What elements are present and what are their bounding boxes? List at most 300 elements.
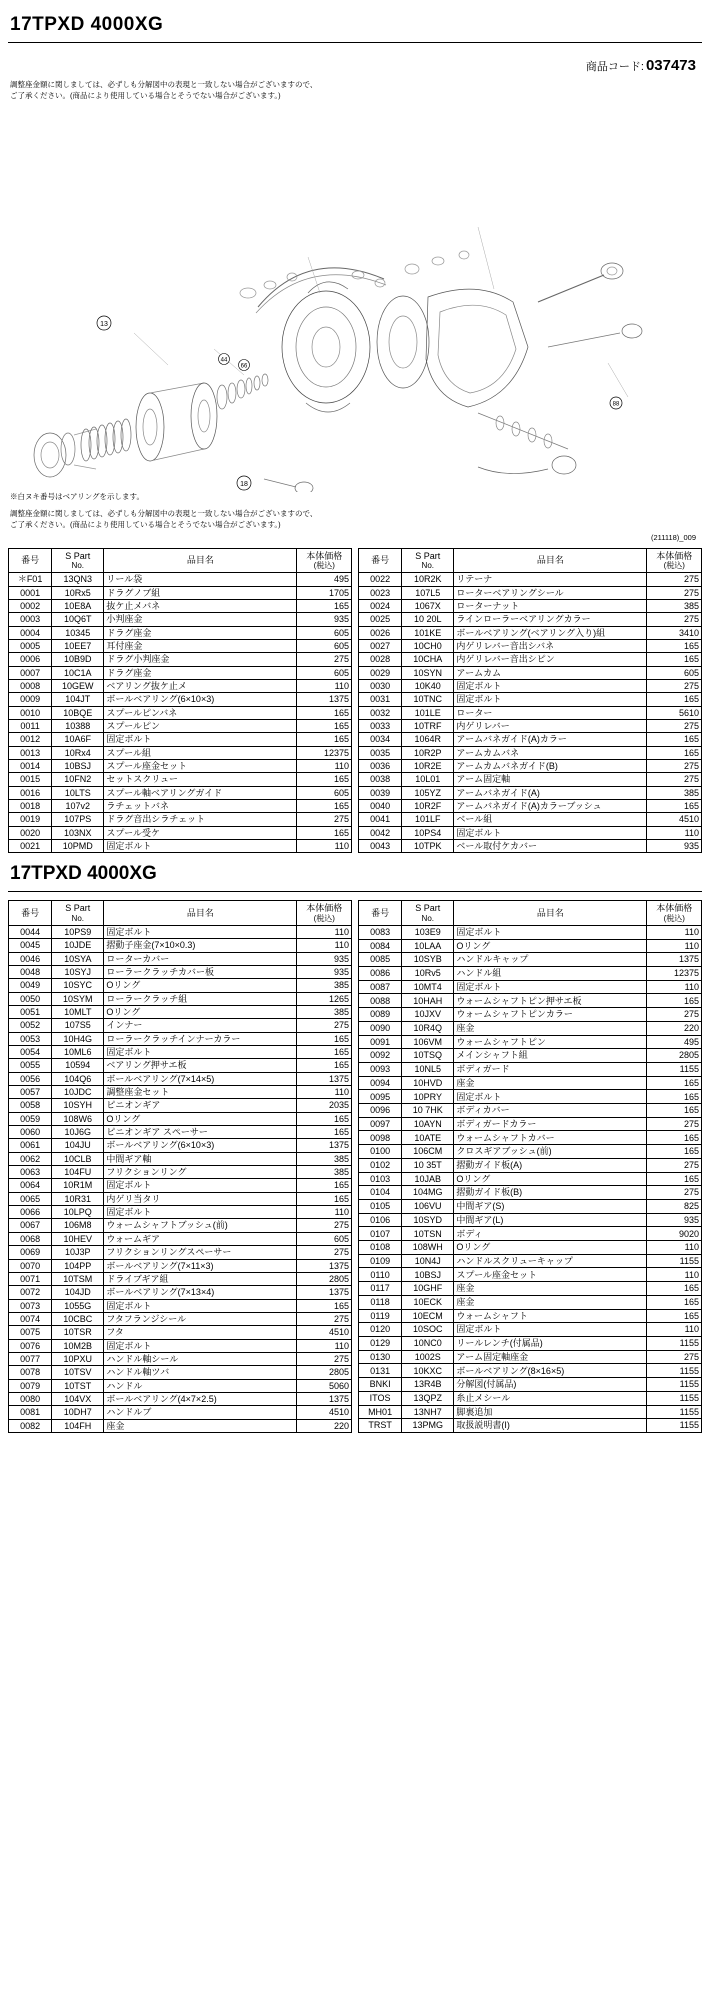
cell-name: ドラグ座金 xyxy=(104,626,297,639)
cell-no: 0003 xyxy=(9,613,52,626)
cell-name: ローター xyxy=(454,706,647,719)
table-row xyxy=(9,1046,352,1059)
header-part xyxy=(402,901,454,926)
table-row xyxy=(359,840,702,853)
cell-name: ベール取付ケカバー xyxy=(454,840,647,853)
cell-price: 385 xyxy=(647,599,702,612)
cell-no: 0129 xyxy=(359,1337,402,1351)
cell-name: ベール組 xyxy=(454,813,647,826)
cell-no: 0118 xyxy=(359,1295,402,1309)
cell-no: 0027 xyxy=(359,639,402,652)
cell-no: 0067 xyxy=(9,1219,52,1232)
cell-no: 0100 xyxy=(359,1145,402,1159)
cell-no: 0014 xyxy=(9,759,52,772)
cell-price: 275 xyxy=(297,1352,352,1365)
cell-price: 110 xyxy=(297,925,352,938)
cell-name: リール袋 xyxy=(104,573,297,586)
cell-no: 0006 xyxy=(9,653,52,666)
table-row xyxy=(359,679,702,692)
cell-no: TRST xyxy=(359,1419,402,1433)
cell-part-no: 13PMG xyxy=(402,1419,454,1433)
cell-part-no: 10R31 xyxy=(52,1192,104,1205)
cell-no: 0052 xyxy=(9,1019,52,1032)
cell-name: 固定ボルト xyxy=(454,679,647,692)
cell-no: 0011 xyxy=(9,719,52,732)
cell-part-no: 10NC0 xyxy=(402,1337,454,1351)
cell-no: 0104 xyxy=(359,1186,402,1200)
cell-price: 165 xyxy=(647,693,702,706)
header-name: 品目名 xyxy=(454,548,647,573)
cell-price: 275 xyxy=(647,1186,702,1200)
cell-name: 座金 xyxy=(104,1419,297,1432)
cell-price: 5610 xyxy=(647,706,702,719)
table-row xyxy=(9,1392,352,1405)
cell-name: スプール組 xyxy=(104,746,297,759)
cell-part-no: 10SYA xyxy=(52,952,104,965)
table-row xyxy=(9,679,352,692)
cell-name: ウォームシャフトピン xyxy=(454,1035,647,1049)
table-row xyxy=(9,1352,352,1365)
table-row xyxy=(9,979,352,992)
cell-name: ハンドルスクリューキャップ xyxy=(454,1254,647,1268)
cell-part-no: 10GEW xyxy=(52,679,104,692)
table-row xyxy=(359,953,702,967)
cell-no: 0088 xyxy=(359,994,402,1008)
cell-price: 220 xyxy=(647,1021,702,1035)
cell-part-no: 10C1A xyxy=(52,666,104,679)
cell-part-no: 10388 xyxy=(52,719,104,732)
cell-part-no: 10SOC xyxy=(402,1323,454,1337)
table-row xyxy=(9,800,352,813)
cell-price: 165 xyxy=(297,719,352,732)
cell-price: 605 xyxy=(297,786,352,799)
cell-name: アームバネガイド(A)カラー xyxy=(454,733,647,746)
table-row xyxy=(359,626,702,639)
cell-no: 0018 xyxy=(9,800,52,813)
cell-name: リールレンチ(付属品) xyxy=(454,1337,647,1351)
cell-name: 摺動ガイド板(B) xyxy=(454,1186,647,1200)
cell-part-no: 10TSM xyxy=(52,1272,104,1285)
cell-name: メインシャフト組 xyxy=(454,1049,647,1063)
cell-price: 165 xyxy=(647,1131,702,1145)
table-row xyxy=(9,1366,352,1379)
cell-name: 固定ボルト xyxy=(454,1323,647,1337)
table-row xyxy=(9,1032,352,1045)
cell-price: 165 xyxy=(297,1299,352,1312)
cell-no: 0042 xyxy=(359,826,402,839)
cell-name: インナー xyxy=(104,1019,297,1032)
table-row xyxy=(359,639,702,652)
table-row xyxy=(359,1254,702,1268)
cell-part-no: 10R2F xyxy=(402,800,454,813)
cell-name: 固定ボルト xyxy=(104,1046,297,1059)
cell-part-no: 10SYH xyxy=(52,1099,104,1112)
cell-price: 165 xyxy=(647,1090,702,1104)
cell-name: Oリング xyxy=(454,1241,647,1255)
svg-text:44: 44 xyxy=(220,357,228,364)
parts-table-2-left-body xyxy=(9,925,352,1432)
table-row xyxy=(359,1364,702,1378)
cell-part-no: 10FN2 xyxy=(52,773,104,786)
parts-table-1-right-body xyxy=(359,573,702,853)
table-row xyxy=(359,759,702,772)
cell-price: 220 xyxy=(297,1419,352,1432)
cell-part-no: 10R2E xyxy=(402,759,454,772)
cell-part-no: 10AYN xyxy=(402,1117,454,1131)
cell-part-no: 104PP xyxy=(52,1259,104,1272)
cell-price: 110 xyxy=(297,1206,352,1219)
cell-price: 165 xyxy=(297,826,352,839)
cell-name: ドラグ小判座金 xyxy=(104,653,297,666)
cell-part-no: 10TST xyxy=(52,1379,104,1392)
table-row xyxy=(9,965,352,978)
cell-no: 0031 xyxy=(359,693,402,706)
cell-no: 0120 xyxy=(359,1323,402,1337)
cell-name: アームカム xyxy=(454,666,647,679)
table-row xyxy=(359,733,702,746)
cell-part-no: 1002S xyxy=(402,1350,454,1364)
cell-name: ピニオンギア xyxy=(104,1099,297,1112)
cell-part-no: 10BSJ xyxy=(52,759,104,772)
cell-price: 110 xyxy=(647,980,702,994)
cell-part-no: 104JD xyxy=(52,1286,104,1299)
table-row xyxy=(359,706,702,719)
table-row xyxy=(9,1419,352,1432)
cell-price: 110 xyxy=(297,679,352,692)
cell-part-no: 10ECM xyxy=(402,1309,454,1323)
cell-price: 1375 xyxy=(297,1259,352,1272)
cell-name: 脚裏追加 xyxy=(454,1405,647,1419)
cell-no: 0056 xyxy=(9,1072,52,1085)
cell-no: 0033 xyxy=(359,719,402,732)
header-price xyxy=(297,901,352,926)
cell-no: 0058 xyxy=(9,1099,52,1112)
cell-name: アーム固定軸座金 xyxy=(454,1350,647,1364)
cell-part-no: 10TSV xyxy=(52,1366,104,1379)
cell-name: アームカムバネ xyxy=(454,746,647,759)
cell-no: 0077 xyxy=(9,1352,52,1365)
doc-code: (211118)_009 xyxy=(650,532,696,542)
cell-part-no: 108W6 xyxy=(52,1112,104,1125)
cell-name: スプール座金セット xyxy=(454,1268,647,1282)
cell-name: スプール軸ベアリングガイド xyxy=(104,786,297,799)
cell-name: 固定ボルト xyxy=(454,826,647,839)
cell-price: 1265 xyxy=(297,992,352,1005)
cell-price: 110 xyxy=(647,1323,702,1337)
cell-no: 0050 xyxy=(9,992,52,1005)
cell-price: 385 xyxy=(647,786,702,799)
cell-part-no: 10BQE xyxy=(52,706,104,719)
cell-part-no: 10HVD xyxy=(402,1076,454,1090)
cell-price: 110 xyxy=(297,1086,352,1099)
cell-name: ウォームシャフトブッシュ(前) xyxy=(104,1219,297,1232)
title-divider-bottom xyxy=(8,891,702,892)
cell-no: 0110 xyxy=(359,1268,402,1282)
header-part-sub: No. xyxy=(71,913,84,923)
cell-no: 0105 xyxy=(359,1199,402,1213)
cell-part-no: 10CBC xyxy=(52,1312,104,1325)
cell-name: スプールピン xyxy=(104,719,297,732)
cell-part-no: 10JAB xyxy=(402,1172,454,1186)
header-part-main: S Part xyxy=(65,550,91,561)
cell-part-no: 103E9 xyxy=(402,925,454,939)
table-row xyxy=(359,786,702,799)
cell-part-no: 10LAA xyxy=(402,939,454,953)
table-row xyxy=(9,939,352,952)
cell-price: 275 xyxy=(647,1350,702,1364)
cell-no: 0095 xyxy=(359,1090,402,1104)
cell-price: 2805 xyxy=(647,1049,702,1063)
cell-price: 165 xyxy=(647,733,702,746)
cell-no: 0034 xyxy=(359,733,402,746)
cell-no: 0062 xyxy=(9,1152,52,1165)
cell-name: ウォームシャフトピンカラー xyxy=(454,1008,647,1022)
cell-name: Oリング xyxy=(104,979,297,992)
cell-no: 0030 xyxy=(359,679,402,692)
cell-no: 0098 xyxy=(359,1131,402,1145)
cell-price: 4510 xyxy=(647,813,702,826)
cell-part-no: 10HAH xyxy=(402,994,454,1008)
cell-part-no: 10CLB xyxy=(52,1152,104,1165)
table-row xyxy=(359,1391,702,1405)
cell-no: 0005 xyxy=(9,639,52,652)
table-row xyxy=(9,1139,352,1152)
cell-price: 1375 xyxy=(297,1139,352,1152)
header-no: 番号 xyxy=(9,901,52,926)
table-row xyxy=(9,1259,352,1272)
cell-part-no: 10NL5 xyxy=(402,1062,454,1076)
cell-name: ボールベアリング(7×13×4) xyxy=(104,1286,297,1299)
cell-name: ボディガードカラー xyxy=(454,1117,647,1131)
cell-price: 605 xyxy=(297,626,352,639)
cell-part-no: 10L01 xyxy=(402,773,454,786)
table-row xyxy=(359,599,702,612)
header-name: 品目名 xyxy=(104,901,297,926)
cell-no: 0002 xyxy=(9,599,52,612)
title-divider-top xyxy=(8,42,702,43)
cell-no: 0010 xyxy=(9,706,52,719)
page-title-top: 17TPXD 4000XG xyxy=(10,14,164,35)
cell-name: 固定ボルト xyxy=(454,980,647,994)
cell-price: 4510 xyxy=(297,1326,352,1339)
cell-part-no: 10M2B xyxy=(52,1339,104,1352)
header-no: 番号 xyxy=(9,548,52,573)
cell-name: ハンドル軸ツバ xyxy=(104,1366,297,1379)
table-row xyxy=(359,826,702,839)
cell-part-no: 104FH xyxy=(52,1419,104,1432)
parts-table-1-right xyxy=(358,548,702,854)
cell-price: 165 xyxy=(297,1046,352,1059)
cell-no: 0013 xyxy=(9,746,52,759)
cell-price: 165 xyxy=(297,1192,352,1205)
header-price xyxy=(647,548,702,573)
cell-name: ラチェットバネ xyxy=(104,800,297,813)
cell-part-no: 1067X xyxy=(402,599,454,612)
table-row xyxy=(9,813,352,826)
cell-no: 0032 xyxy=(359,706,402,719)
parts-table-2-right xyxy=(358,900,702,1433)
cell-name: ウォームシャフトピン押サエ板 xyxy=(454,994,647,1008)
cell-part-no: 10H4G xyxy=(52,1032,104,1045)
cell-price: 275 xyxy=(647,759,702,772)
cell-name: 内ゲリ当タリ xyxy=(104,1192,297,1205)
cell-name: 座金 xyxy=(454,1021,647,1035)
cell-name: リテーナ xyxy=(454,573,647,586)
table-row xyxy=(359,925,702,939)
cell-no: 0075 xyxy=(9,1326,52,1339)
cell-name: 内ゲリレバー音出シピン xyxy=(454,653,647,666)
table-row xyxy=(359,1104,702,1118)
cell-no: 0131 xyxy=(359,1364,402,1378)
cell-price: 275 xyxy=(297,1312,352,1325)
table-row xyxy=(9,626,352,639)
table-row xyxy=(9,599,352,612)
cell-name: ウォームギア xyxy=(104,1232,297,1245)
cell-name: 固定ボルト xyxy=(104,1339,297,1352)
cell-price: 275 xyxy=(647,1008,702,1022)
table-row xyxy=(359,1309,702,1323)
table-row xyxy=(359,586,702,599)
cell-price: 165 xyxy=(647,1295,702,1309)
cell-part-no: 10Rx4 xyxy=(52,746,104,759)
cell-part-no: 106CM xyxy=(402,1145,454,1159)
cell-name: ウォームシャフト xyxy=(454,1309,647,1323)
parts-table-2-right-body xyxy=(359,925,702,1432)
cell-part-no: 10ATE xyxy=(402,1131,454,1145)
cell-part-no: 104Q6 xyxy=(52,1072,104,1085)
cell-name: ベアリング抜ケ止メ xyxy=(104,679,297,692)
cell-name: ボールベアリング(8×16×5) xyxy=(454,1364,647,1378)
cell-no: 0130 xyxy=(359,1350,402,1364)
cell-no: 0091 xyxy=(359,1035,402,1049)
cell-price: 935 xyxy=(647,840,702,853)
table-row xyxy=(9,693,352,706)
table-row xyxy=(9,1179,352,1192)
table-row xyxy=(9,1326,352,1339)
cell-no: ITOS xyxy=(359,1391,402,1405)
table-row xyxy=(9,719,352,732)
cell-part-no: 10CHA xyxy=(402,653,454,666)
table-row xyxy=(359,1186,702,1200)
cell-name: ドラグ音出シラチェット xyxy=(104,813,297,826)
cell-no: 0087 xyxy=(359,980,402,994)
cell-price: 1155 xyxy=(647,1254,702,1268)
cell-price: 165 xyxy=(297,706,352,719)
cell-name: クロスギアブッシュ(前) xyxy=(454,1145,647,1159)
table-row xyxy=(359,1021,702,1035)
cell-price: 385 xyxy=(297,1166,352,1179)
header-price xyxy=(647,901,702,926)
cell-part-no: 10TSR xyxy=(52,1326,104,1339)
cell-part-no: 13QN3 xyxy=(52,573,104,586)
cell-name: 中間ギア(L) xyxy=(454,1213,647,1227)
cell-price: 165 xyxy=(297,800,352,813)
table-row xyxy=(359,1172,702,1186)
cell-name: ボディガード xyxy=(454,1062,647,1076)
table-row xyxy=(359,773,702,786)
cell-part-no: 10Rv5 xyxy=(402,967,454,981)
cell-price: 605 xyxy=(297,1232,352,1245)
table-row xyxy=(359,994,702,1008)
cell-price: 165 xyxy=(297,1112,352,1125)
cell-name: 内ゲリレバー音出シバネ xyxy=(454,639,647,652)
cell-name: 摺動子座金(7×10×0.3) xyxy=(104,939,297,952)
cell-part-no: 10 35T xyxy=(402,1158,454,1172)
table-row xyxy=(9,746,352,759)
cell-part-no: 10TSQ xyxy=(402,1049,454,1063)
cell-name: ボールベアリング(6×10×3) xyxy=(104,693,297,706)
cell-price: 110 xyxy=(647,826,702,839)
cell-no: 0103 xyxy=(359,1172,402,1186)
cell-no: 0023 xyxy=(359,586,402,599)
header-price-main: 本体価格 xyxy=(306,550,343,561)
table-row xyxy=(359,1199,702,1213)
table-row xyxy=(359,1295,702,1309)
cell-no: 0086 xyxy=(359,967,402,981)
cell-name: Oリング xyxy=(104,1005,297,1018)
cell-no: 0054 xyxy=(9,1046,52,1059)
cell-name: 糸止メシール xyxy=(454,1391,647,1405)
cell-price: 275 xyxy=(647,679,702,692)
table-row xyxy=(9,773,352,786)
cell-price: 2805 xyxy=(297,1366,352,1379)
cell-part-no: 10345 xyxy=(52,626,104,639)
table-row xyxy=(9,1286,352,1299)
cell-no: 0083 xyxy=(359,925,402,939)
cell-part-no: 10 20L xyxy=(402,613,454,626)
cell-no: 0007 xyxy=(9,666,52,679)
cell-price: 110 xyxy=(647,1268,702,1282)
cell-part-no: 107L5 xyxy=(402,586,454,599)
cell-no: 0094 xyxy=(359,1076,402,1090)
cell-price: 275 xyxy=(297,813,352,826)
cell-name: Oリング xyxy=(104,1112,297,1125)
cell-no: 0025 xyxy=(359,613,402,626)
cell-no: 0024 xyxy=(359,599,402,612)
cell-no: 0048 xyxy=(9,965,52,978)
table-row xyxy=(9,992,352,1005)
cell-no: 0015 xyxy=(9,773,52,786)
cell-price: 110 xyxy=(647,1241,702,1255)
cell-name: 固定ボルト xyxy=(104,925,297,938)
cell-no: 0039 xyxy=(359,786,402,799)
cell-name: ローラークラッチ組 xyxy=(104,992,297,1005)
cell-no: 0040 xyxy=(359,800,402,813)
table-row xyxy=(359,980,702,994)
cell-price: 12375 xyxy=(297,746,352,759)
cell-price: 165 xyxy=(297,1032,352,1045)
cell-part-no: 10KXC xyxy=(402,1364,454,1378)
header-no: 番号 xyxy=(359,901,402,926)
cell-price: 165 xyxy=(647,639,702,652)
cell-part-no: 10PS9 xyxy=(52,925,104,938)
table-row xyxy=(359,1323,702,1337)
cell-no: 0085 xyxy=(359,953,402,967)
cell-price: 165 xyxy=(297,1126,352,1139)
cell-name: ハンドル軸シール xyxy=(104,1352,297,1365)
cell-part-no: 106M8 xyxy=(52,1219,104,1232)
cell-no: 0004 xyxy=(9,626,52,639)
cell-price: 1155 xyxy=(647,1405,702,1419)
cell-no: 0109 xyxy=(359,1254,402,1268)
cell-part-no: 10JXV xyxy=(402,1008,454,1022)
cell-part-no: 10GHF xyxy=(402,1282,454,1296)
table-row xyxy=(9,1152,352,1165)
table-row xyxy=(359,613,702,626)
cell-name: 中間ギア軸 xyxy=(104,1152,297,1165)
cell-no: 0080 xyxy=(9,1392,52,1405)
table-row xyxy=(9,759,352,772)
